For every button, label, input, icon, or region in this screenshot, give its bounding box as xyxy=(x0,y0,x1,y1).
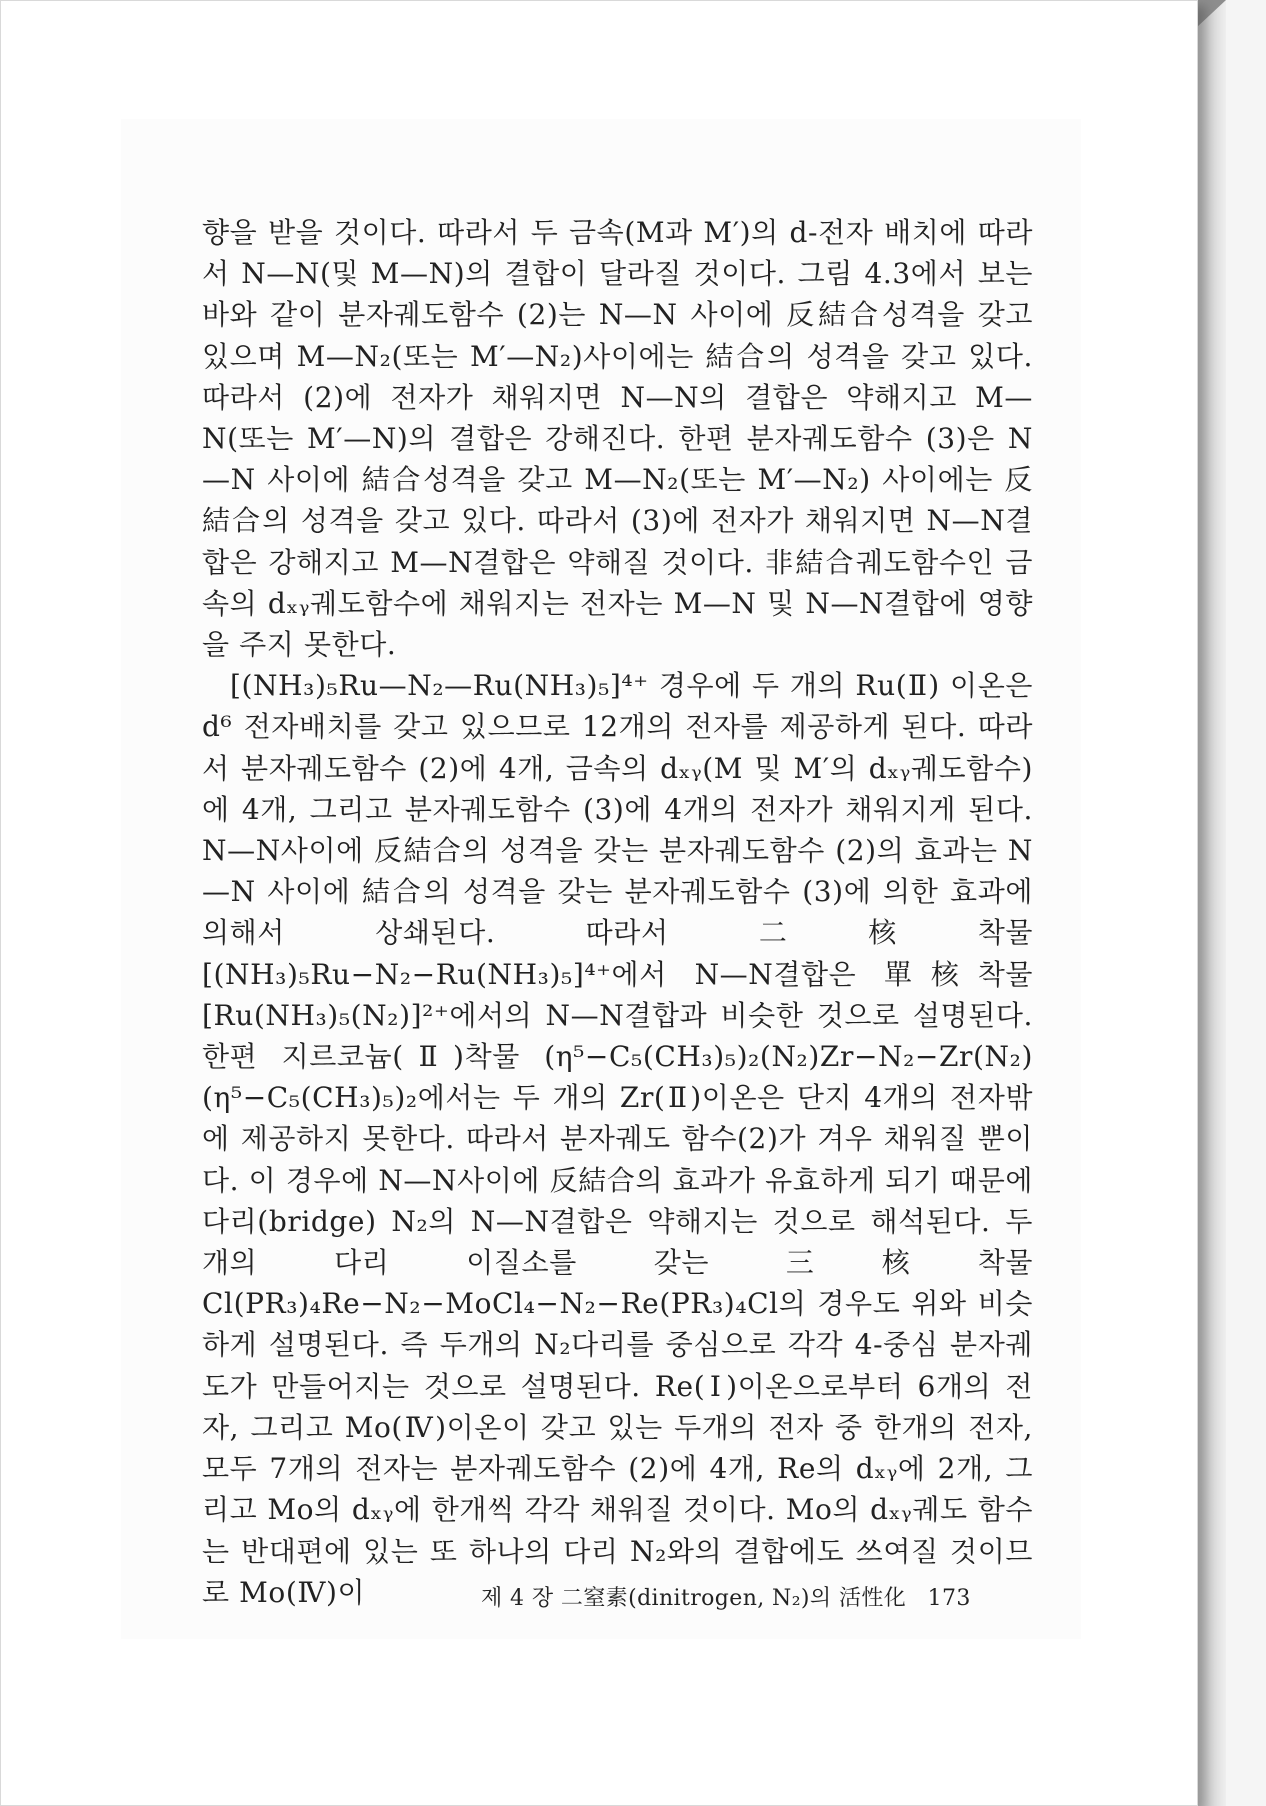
paragraph-1: 향을 받을 것이다. 따라서 두 금속(M과 M′)의 d-전자 배치에 따라서 N—N(및 M—N)의 결합이 달라질 것이다. 그림 4.3에서 보는 바와 같이 분자궤도함수 (2)는 N—N 사이에 反結合성격을 갖고 있으며 M—N₂(또는 M′—N₂)사이에는 結合의 성격을 갖고 있다. 따라서 (2)에 전자가 채워지면 N—N의 결합은 약해지고 M—N(또는 M′—N)의 결합은 강해진다. 한편 분자궤도함수 (3)은 N—N 사이에 結合성격을 갖고 M—N₂(또는 M′—N₂) 사이에는 反結合의 성격을 갖고 있다. 따라서 (3)에 전자가 채워지면 N—N결합은 강해지고 M—N결합은 약해질 것이다. 非結合궤도함수인 금속의 dₓᵧ궤도함수에 채워지는 전자는 M—N 및 N—N결합에 영향을 주지 못한다. xyxy=(202,216,1033,662)
page-number: 173 xyxy=(927,1586,971,1611)
paragraph-2: [(NH₃)₅Ru—N₂—Ru(NH₃)₅]⁴⁺ 경우에 두 개의 Ru(Ⅱ) 이온은 d⁶ 전자배치를 갖고 있으므로 12개의 전자를 제공하게 된다. 따라서 분자궤도함수 (2)에 4개, 금속의 dₓᵧ(M 및 M′의 dₓᵧ궤도함수)에 4개, 그리고 분자궤도함수 (3)에 4개의 전자가 채워지게 된다. N—N사이에 反結合의 성격을 갖는 분자궤도함수 (2)의 효과는 N—N 사이에 結合의 성격을 갖는 분자궤도함수 (3)에 의한 효과에 의해서 상쇄된다. 따라서 二核착물 [(NH₃)₅Ru−N₂−Ru(NH₃)₅]⁴⁺에서 N—N결합은 單核착물 [Ru(NH₃)₅(N₂)]²⁺에서의 N—N결합과 비슷한 것으로 설명된다. 한편 지르코늄(Ⅱ)착물 (η⁵−C₅(CH₃)₅)₂(N₂)Zr−N₂−Zr(N₂)(η⁵−C₅(CH₃)₅)₂에서는 두 개의 Zr(Ⅱ)이온은 단지 4개의 전자밖에 제공하지 못한다. 따라서 분자궤도 함수(2)가 겨우 채워질 뿐이다. 이 경우에 N—N사이에 反結合의 효과가 유효하게 되기 때문에 다리(bridge) N₂의 N—N결합은 약해지는 것으로 해석된다. 두 개의 다리 이질소를 갖는 三核착물 Cl(PR₃)₄Re−N₂−MoCl₄−N₂−Re(PR₃)₄Cl의 경우도 위와 비슷하게 설명된다. 즉 두개의 N₂다리를 중심으로 각각 4-중심 분자궤도가 만들어지는 것으로 설명된다. Re(Ⅰ)이온으로부터 6개의 전자, 그리고 Mo(Ⅳ)이온이 갖고 있는 두개의 전자 중 한개의 전자, 모두 7개의 전자는 분자궤도함수 (2)에 4개, Re의 dₓᵧ에 2개, 그리고 Mo의 dₓᵧ에 한개씩 각각 채워질 것이다. Mo의 dₓᵧ궤도 함수는 반대편에 있는 또 하나의 다리 N₂와의 결합에도 쓰여질 것이므로 Mo(Ⅳ)이 xyxy=(202,669,1033,1609)
page-fold-corner xyxy=(1196,0,1226,28)
page-edge-shadow xyxy=(1196,0,1226,1806)
body-text xyxy=(202,212,1033,1613)
page-footer xyxy=(481,1581,1001,1612)
chapter-title: 제 4 장 二窒素(dinitrogen, N₂)의 活性化 xyxy=(481,1586,907,1611)
